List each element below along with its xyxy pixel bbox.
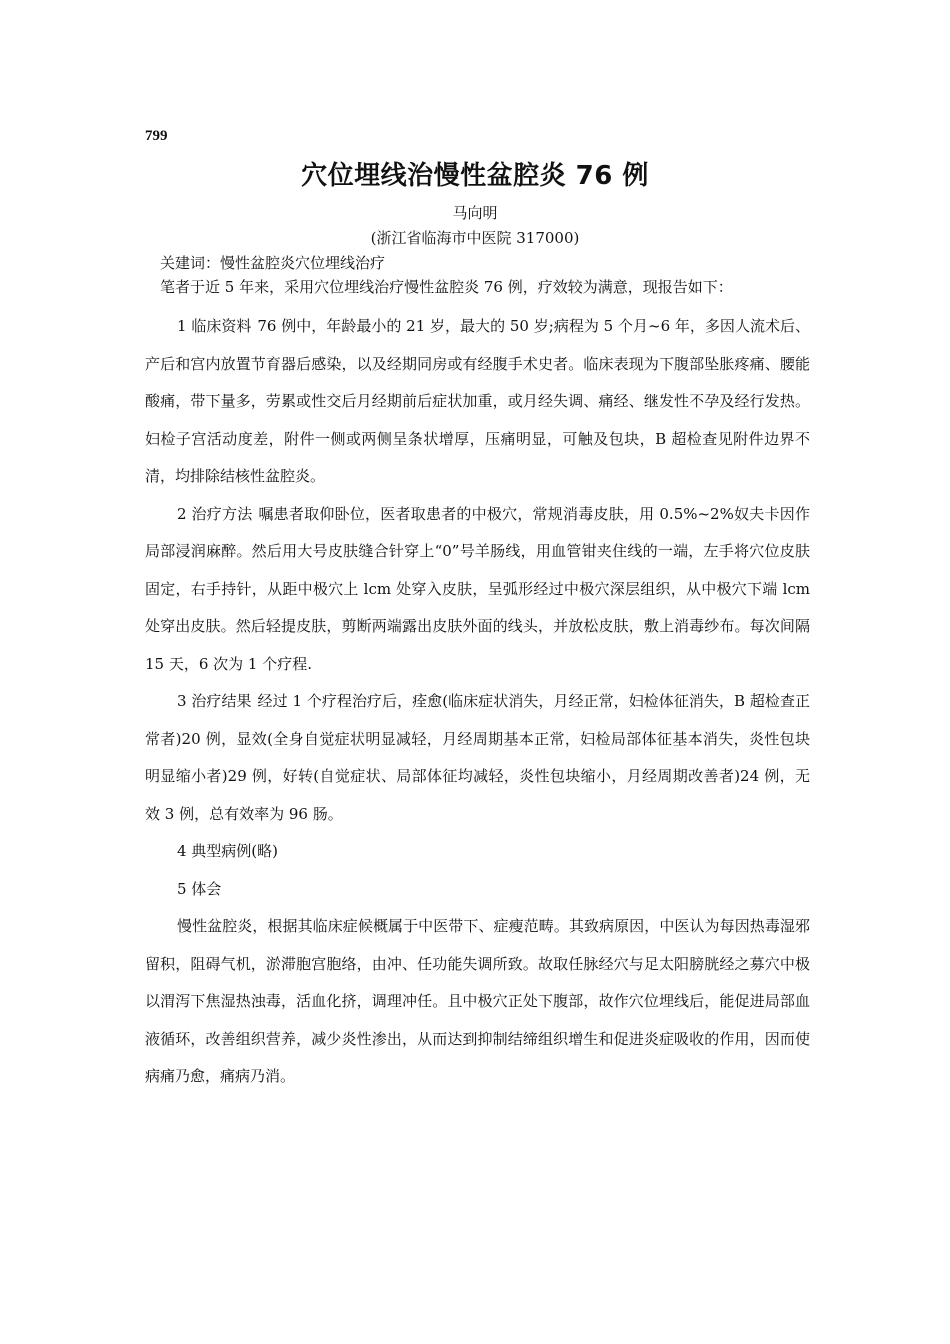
section-text: 经过 1 个疗程治疗后，痊愈(临床症状消失，月经正常，妇检体征消失，B 超检查正常者)20 例，显效(全身自觉症状明显减轻，月经周期基本正常，妇检局部体征基本消失，炎性包块明显缩小者)29 例，好转(自觉症状、局部体征均减轻，炎性包块缩小，月经周期改善者)24 例，无效 3 例，总有效率为 96 肠。 [145, 692, 810, 823]
section-heading: 4 典型病例(略) [177, 842, 279, 860]
article-title: 穴位埋线治慢性盆腔炎 76 例 [301, 161, 649, 191]
section-discussion-heading [145, 871, 810, 909]
section-text: 嘱患者取仰卧位，医者取患者的中极穴，常规消毒皮肤，用 0.5%~2%奴夫卡因作局部浸润麻醉。然后用大号皮肤缝合针穿上“0”号羊肠线，用血管钳夹住线的一端，左手将穴位皮肤固定，右手持针，从距中极穴上 lcm 处穿入皮肤，呈弧形经过中极穴深层组织，从中极穴下端 lcm 处穿出皮肤。然后轻提皮肤，剪断两端露出皮肤外面的线头，并放松皮肤，敷上消毒纱布。每次间隔 15 天，6 次为 1 个疗程. [145, 504, 810, 673]
section-heading: 2 治疗方法 [177, 504, 253, 523]
article-body [145, 308, 810, 1096]
section-clinical-data [145, 308, 810, 496]
author-name: 马向明 [452, 204, 498, 222]
section-discussion-text [145, 908, 810, 1096]
section-heading: 3 治疗结果 [177, 692, 252, 710]
section-treatment-results [145, 683, 810, 833]
intro-paragraph: 笔者于近 5 年来，采用穴位埋线治疗慢性盆腔炎 76 例，疗效较为满意，现报告如下： [160, 278, 733, 296]
section-treatment-method [145, 496, 810, 684]
section-heading: 5 体会 [177, 879, 222, 898]
keywords-line: 关建词：慢性盆腔炎穴位埋线治疗 [160, 254, 386, 272]
page-number: 799 [145, 128, 168, 144]
author-affiliation: (浙江省临海市中医院 317000) [370, 229, 580, 247]
section-typical-cases [145, 833, 810, 871]
section-text: 76 例中，年龄最小的 21 岁，最大的 50 岁;病程为 5 个月~6 年，多因人流术后、产后和宫内放置节育器后感染，以及经期同房或有经腹手术史者。临床表现为下腹部坠胀疼痛、腰能酸痛，带下量多，劳累或性交后月经期前后症状加重，或月经失调、痛经、继发性不孕及经行发热。妇检子宫活动度差，附件一侧或两侧呈条状增厚，压痛明显，可触及包块，B 超检查见附件边界不清，均排除结核性盆腔炎。 [145, 317, 811, 485]
section-text: 慢性盆腔炎，根据其临床症候概属于中医带下、症瘦范畴。其致病原因，中医认为每因热毒湿邪留积，阻碍气机，淤滞胞宫胞络，由冲、任功能失调所致。故取任脉经穴与足太阳膀胱经之募穴中极以渭泻下焦湿热浊毒，活血化挤，调理冲任。且中极穴正处下腹部，故作穴位埋线后，能促进局部血液循环，改善组织营养，减少炎性渗出，从而达到抑制结缔组织增生和促进炎症吸收的作用，因而使病痛乃愈，痛病乃消。 [145, 917, 810, 1085]
section-heading: 1 临床资料 [177, 317, 252, 335]
